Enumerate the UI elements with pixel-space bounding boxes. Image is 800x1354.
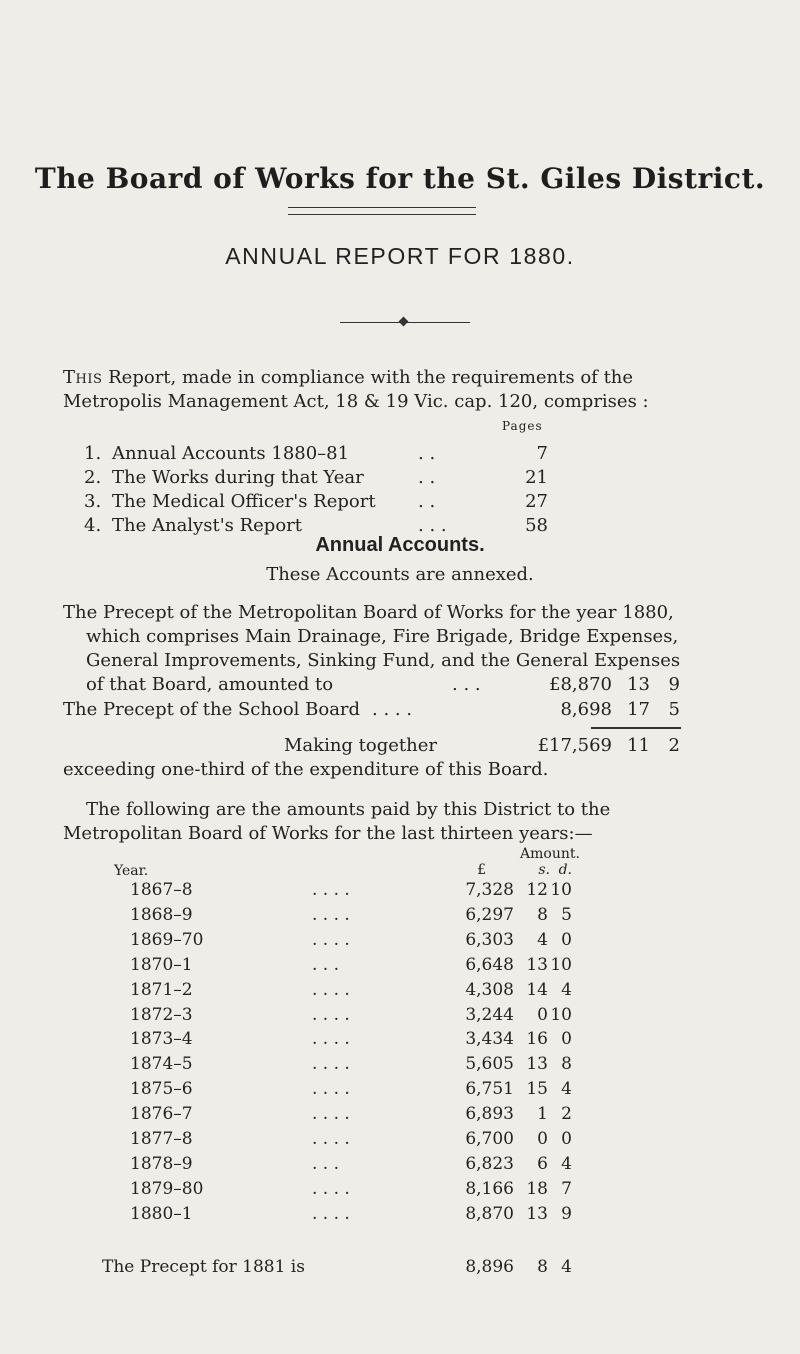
payment-row-pounds: 6,297 (465, 904, 514, 925)
pounds-header: £ (477, 862, 486, 878)
precept-line-3: General Improvements, Sinking Fund, and the General Expenses (86, 650, 681, 671)
payment-row-shillings: 0 (537, 1129, 548, 1149)
year-header: Year. (114, 863, 149, 879)
school-dots: . . . . (372, 699, 413, 720)
sum-rule (591, 727, 681, 729)
contents-item-number: 3. (84, 491, 102, 512)
final-label: The Precept for 1881 is (102, 1257, 305, 1277)
payment-row-shillings: 8 (537, 904, 548, 925)
together-pence: 2 (668, 735, 680, 756)
payment-row-pence: 10 (550, 954, 572, 975)
contents-item-label: The Medical Officer's Report (112, 491, 376, 512)
ornament-divider (340, 318, 470, 328)
payment-row-dots: . . . . (312, 880, 350, 900)
contents-item-dots: . . . (418, 515, 447, 536)
amount-header: Amount. (520, 846, 580, 862)
contents-item-label: The Works during that Year (112, 467, 364, 488)
payment-row-pence: 9 (561, 1203, 572, 1224)
payment-row-shillings: 18 (526, 1178, 548, 1199)
together-label: Making together (284, 735, 437, 756)
payment-row-year: 1868–9 (130, 904, 193, 925)
payment-row-pounds: 8,166 (465, 1178, 514, 1199)
payment-row-shillings: 12 (526, 880, 548, 900)
payment-row-pounds: 6,303 (465, 929, 514, 950)
payments-intro-1: The following are the amounts paid by this District to the (86, 799, 611, 820)
payment-row-pence: 4 (561, 1153, 572, 1174)
payment-row-shillings: 0 (537, 1004, 548, 1025)
payment-row-pence: 0 (561, 929, 572, 950)
final-pence: 4 (561, 1257, 572, 1277)
intro-line-2: Metropolis Management Act, 18 & 19 Vic. cap. 120, comprises : (63, 391, 649, 412)
payment-row-year: 1879–80 (130, 1178, 204, 1199)
payment-row-shillings: 15 (526, 1079, 548, 1100)
contents-item-page: 27 (525, 491, 548, 512)
exceeding-line: exceeding one-third of the expenditure of this Board. (63, 759, 549, 780)
payment-row-pounds: 6,751 (465, 1079, 514, 1100)
payment-row-pence: 2 (561, 1104, 572, 1125)
contents-item-dots: . . (418, 443, 436, 464)
accounts-subtitle: These Accounts are annexed. (266, 564, 534, 585)
contents-item-dots: . . (418, 491, 436, 512)
payment-row-pounds: 3,434 (465, 1029, 514, 1050)
contents-item-label: Annual Accounts 1880–81 (112, 443, 350, 464)
precept-shillings: 13 (627, 674, 650, 695)
payment-row-shillings: 13 (526, 954, 548, 975)
payment-row-dots: . . . . (312, 1079, 350, 1100)
together-shillings: 11 (627, 735, 650, 756)
final-pounds: 8,896 (465, 1257, 514, 1277)
school-pounds: 8,698 (560, 699, 612, 720)
contents-item-page: 7 (536, 443, 548, 464)
precept-line-4: of that Board, amounted to (86, 674, 334, 695)
precept-pence: 9 (668, 674, 680, 695)
payment-row-pence: 4 (561, 1079, 572, 1100)
school-pence: 5 (668, 699, 680, 720)
payment-row-pence: 4 (561, 979, 572, 1000)
payment-row-shillings: 4 (537, 929, 548, 950)
payment-row-shillings: 14 (526, 979, 548, 1000)
payment-row-year: 1869–70 (130, 929, 204, 950)
contents-item-page: 58 (525, 515, 548, 536)
payment-row-pounds: 6,648 (465, 954, 514, 975)
precept-line-1: The Precept of the Metropolitan Board of Works for the year 1880, (63, 602, 674, 623)
payment-row-year: 1877–8 (130, 1129, 193, 1149)
payment-row-shillings: 16 (526, 1029, 548, 1050)
pence-header: d. (558, 862, 572, 878)
payment-row-dots: . . . . (312, 979, 350, 1000)
payments-intro-2: Metropolitan Board of Works for the last thirteen years:— (63, 823, 593, 844)
payment-row-dots: . . . . (312, 929, 350, 950)
payment-row-shillings: 13 (526, 1054, 548, 1075)
payment-row-pounds: 3,244 (465, 1004, 514, 1025)
payment-row-dots: . . . . (312, 1004, 350, 1025)
payment-row-dots: . . . . (312, 1129, 350, 1149)
payment-row-dots: . . . . (312, 1104, 350, 1125)
intro-smallcaps: This (63, 367, 103, 388)
payment-row-pence: 8 (561, 1054, 572, 1075)
diamond-icon (399, 317, 409, 327)
payment-row-pence: 10 (550, 880, 572, 900)
payment-row-shillings: 13 (526, 1203, 548, 1224)
shillings-header: s. (538, 862, 550, 878)
contents-item-number: 4. (84, 515, 102, 536)
payment-row-dots: . . . . (312, 1054, 350, 1075)
payment-row-dots: . . . (312, 954, 340, 975)
contents-item-page: 21 (525, 467, 548, 488)
payment-row-year: 1874–5 (130, 1054, 193, 1075)
payment-row-pence: 0 (561, 1029, 572, 1050)
payment-row-year: 1871–2 (130, 979, 193, 1000)
payment-row-dots: . . . (312, 1153, 340, 1174)
payment-row-year: 1878–9 (130, 1153, 193, 1174)
payment-row-pounds: 6,893 (465, 1104, 514, 1125)
intro-line-1-text: Report, made in compliance with the requirements of the (108, 367, 634, 388)
payment-row-year: 1876–7 (130, 1104, 193, 1125)
precept-dots: . . . (452, 674, 481, 695)
final-shillings: 8 (537, 1257, 548, 1277)
payment-row-dots: . . . . (312, 1029, 350, 1050)
payment-row-dots: . . . . (312, 904, 350, 925)
contents-item-number: 2. (84, 467, 102, 488)
payment-row-dots: . . . . (312, 1203, 350, 1224)
intro-line-1 (63, 366, 633, 390)
title-double-rule (288, 207, 476, 215)
payment-row-pounds: 5,605 (465, 1054, 514, 1075)
payment-row-year: 1867–8 (130, 880, 193, 900)
payment-row-year: 1873–4 (130, 1029, 193, 1050)
payment-row-year: 1870–1 (130, 954, 193, 975)
document-title: The Board of Works for the St. Giles District. (34, 162, 766, 195)
payment-row-pence: 10 (550, 1004, 572, 1025)
payment-row-year: 1872–3 (130, 1004, 193, 1025)
contents-item-number: 1. (84, 443, 102, 464)
payment-row-pence: 7 (561, 1178, 572, 1199)
precept-pounds: £8,870 (549, 674, 612, 695)
precept-line-2: which comprises Main Drainage, Fire Brigade, Bridge Expenses, (86, 626, 679, 647)
payment-row-pence: 5 (561, 904, 572, 925)
contents-item-label: The Analyst's Report (112, 515, 303, 536)
payment-row-pounds: 8,870 (465, 1203, 514, 1224)
payment-row-shillings: 1 (537, 1104, 548, 1125)
payment-row-pounds: 6,823 (465, 1153, 514, 1174)
payment-row-year: 1875–6 (130, 1079, 193, 1100)
payment-row-pounds: 7,328 (465, 880, 514, 900)
payment-row-shillings: 6 (537, 1153, 548, 1174)
pages-header: Pages (502, 419, 543, 433)
report-heading: ANNUAL REPORT FOR 1880. (225, 243, 575, 269)
payment-row-year: 1880–1 (130, 1203, 193, 1224)
payment-row-pounds: 4,308 (465, 979, 514, 1000)
payment-row-pence: 0 (561, 1129, 572, 1149)
accounts-heading: Annual Accounts. (315, 534, 485, 556)
together-pounds: £17,569 (537, 735, 612, 756)
payment-row-pounds: 6,700 (465, 1129, 514, 1149)
school-label: The Precept of the School Board (63, 699, 361, 720)
school-shillings: 17 (627, 699, 650, 720)
contents-item-dots: . . (418, 467, 436, 488)
payment-row-dots: . . . . (312, 1178, 350, 1199)
